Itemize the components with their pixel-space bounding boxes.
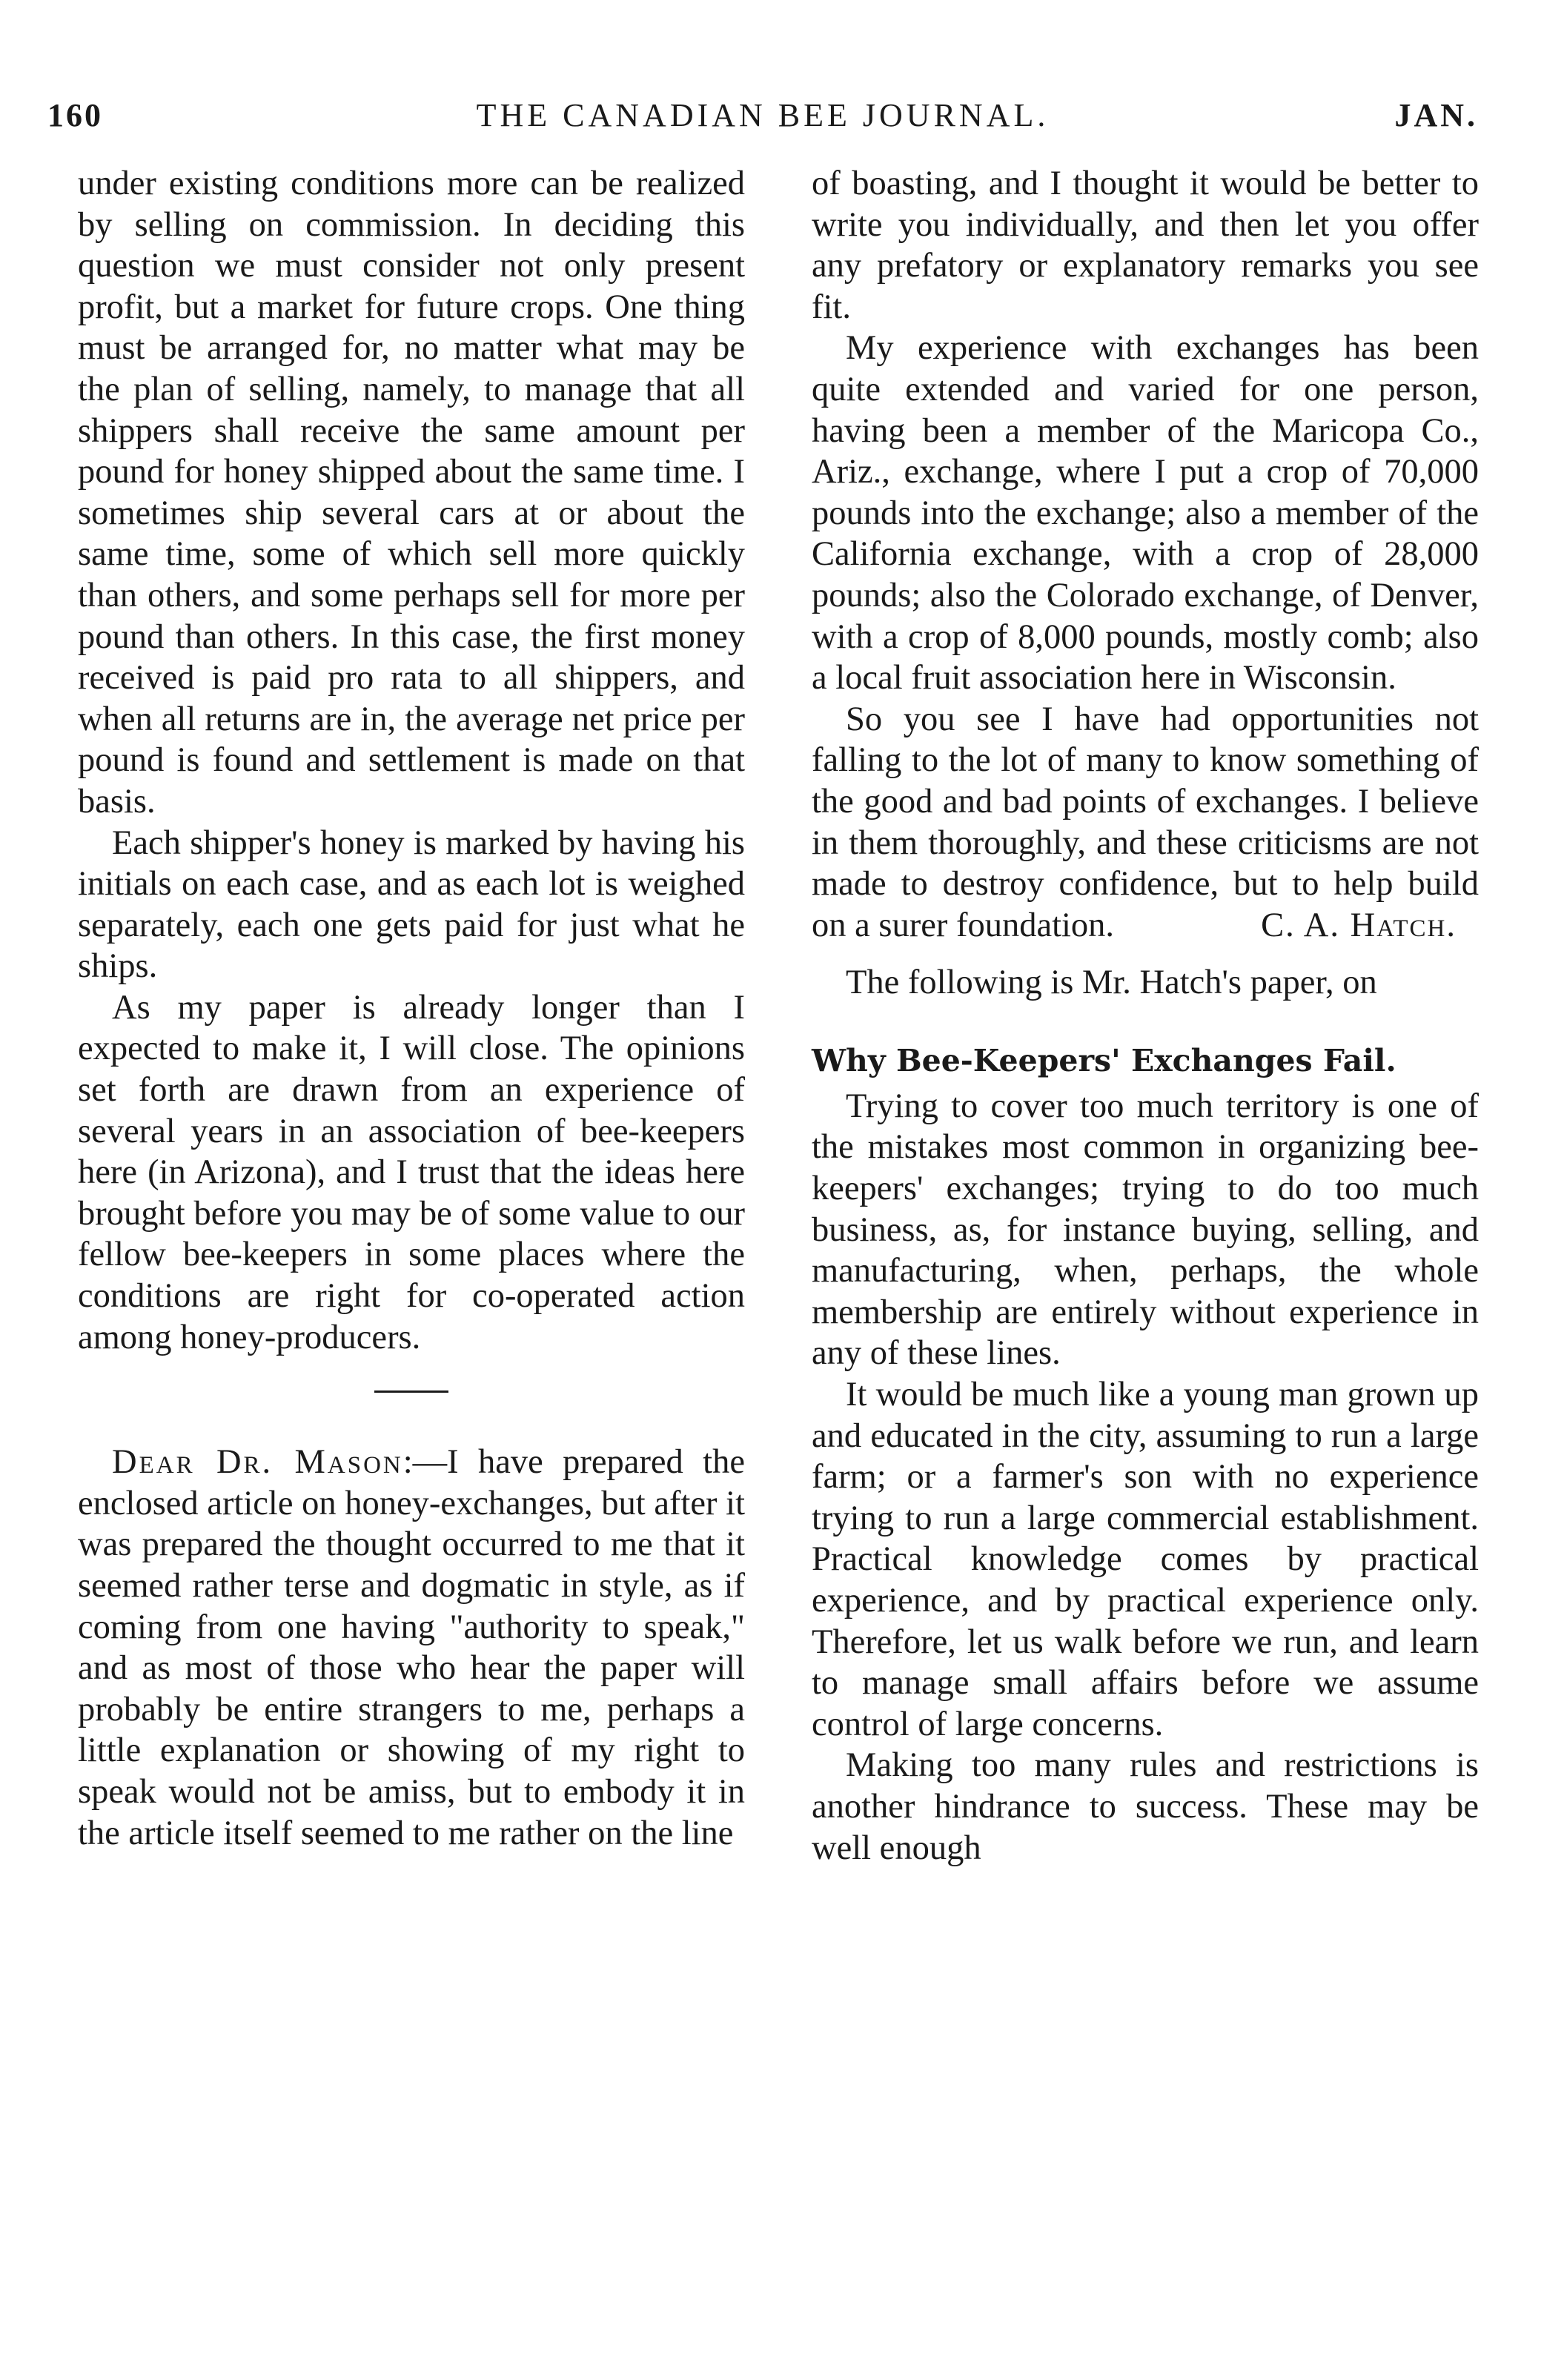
page-number: 160: [47, 97, 103, 133]
letter-paragraph: [78, 1442, 745, 1854]
issue-month: JAN.: [1394, 97, 1478, 133]
letter-body-start: :—I have prepared the enclosed article on honey-exchanges, but after it was prepared the thought occurred to me that it seemed rather terse and dogmatic in style, as if coming from one having "authority to speak," and as most of those who hear the paper will probably be entire strangers to me, perhaps a little explanation or showing of my right to speak would not be amiss, but to embody it in the article itself seemed to me rather on the line: [78, 1443, 745, 1852]
right-column: [812, 163, 1479, 1869]
article-paragraph-rules: Making too many rules and restrictions is another hindrance to success. These may be well enough: [812, 1746, 1479, 1867]
left-paragraph-closing: As my paper is already longer than I expected to make it, I will close. The opinions set forth are drawn from an experience of several years in an association of bee-keepers here (in Arizona), and I trust that the ideas here brought before you may be of some value to our fellow bee-keepers in some places where the conditions are right for co-operated action among honey-producers.: [78, 988, 745, 1356]
right-paragraph-continued: of boasting, and I thought it would be better to write you individually, and then let you offer any prefatory or explanatory remarks you see fit.: [812, 165, 1479, 326]
right-paragraph-opportunities: [812, 699, 1479, 947]
right-paragraph-experience: My experience with exchanges has been quite extended and varied for one person, having been a member of the Maricopa Co., Ariz., exchange, where I put a crop of 70,000 pounds into the exchange; also a member of the California exchange, with a crop of 28,000 pounds; also the Colorado exchange, of Denver, with a crop of 8,000 pounds, mostly comb; also a local fruit association here in Wisconsin.: [812, 329, 1479, 697]
right-paragraph-following: The following is Mr. Hatch's paper, on: [846, 964, 1377, 1002]
left-paragraph-shipper-honey: Each shipper's honey is marked by having his initials on each case, and as each lot is weighed separately, each one gets paid for just what he ships.: [78, 823, 745, 986]
left-column: [78, 163, 745, 1854]
section-divider: [374, 1390, 448, 1393]
page-header: [47, 96, 1478, 148]
left-paragraph-continued: under existing conditions more can be realized by selling on commission. In deciding this question we must consider not only present profit, but a market for future crops. One thing must be arranged for, no matter what may be the plan of selling, namely, to manage that all shippers shall receive the same amount per pound for honey shipped about the same time. I sometimes ship several cars at or about the same time, some of which sell more quickly than others, and some perhaps sell for more per pound than others. In this case, the first money received is paid pro rata to all shippers, and when all returns are in, the average net price per pound is found and settlement is made on that basis.: [78, 165, 745, 821]
article-paragraph-territory: Trying to cover too much territory is one of the mistakes most common in organizing bee-keepers' exchanges; trying to do too much business, as, for instance buying, selling, and manufacturing, when, perhaps, the whole membership are entirely without experience in any of these lines.: [812, 1087, 1479, 1373]
article-paragraph-young-man: It would be much like a young man grown up and educated in the city, assuming to run a large farm; or a farmer's son with no experience trying to run a large commercial establishment. Practical knowledge comes by practical experience, and by practical experience only. Therefore, let us walk before we run, and learn to manage small affairs before we assume control of large concerns.: [812, 1376, 1479, 1743]
letter-signature: C. A. Hatch.: [1261, 906, 1457, 944]
journal-title: THE CANADIAN BEE JOURNAL.: [476, 97, 1050, 133]
opportunities-text: So you see I have had opportunities not falling to the lot of many to know something of the good and bad points of exchanges. I believe in them thoroughly, and these criticisms are not made to destroy confidence, but to help build on a surer foundation.: [812, 700, 1479, 944]
article-heading: Why Bee-Keepers' Exchanges Fail.: [812, 1042, 1396, 1078]
letter-salutation: Dear Dr. Mason: [112, 1443, 403, 1482]
